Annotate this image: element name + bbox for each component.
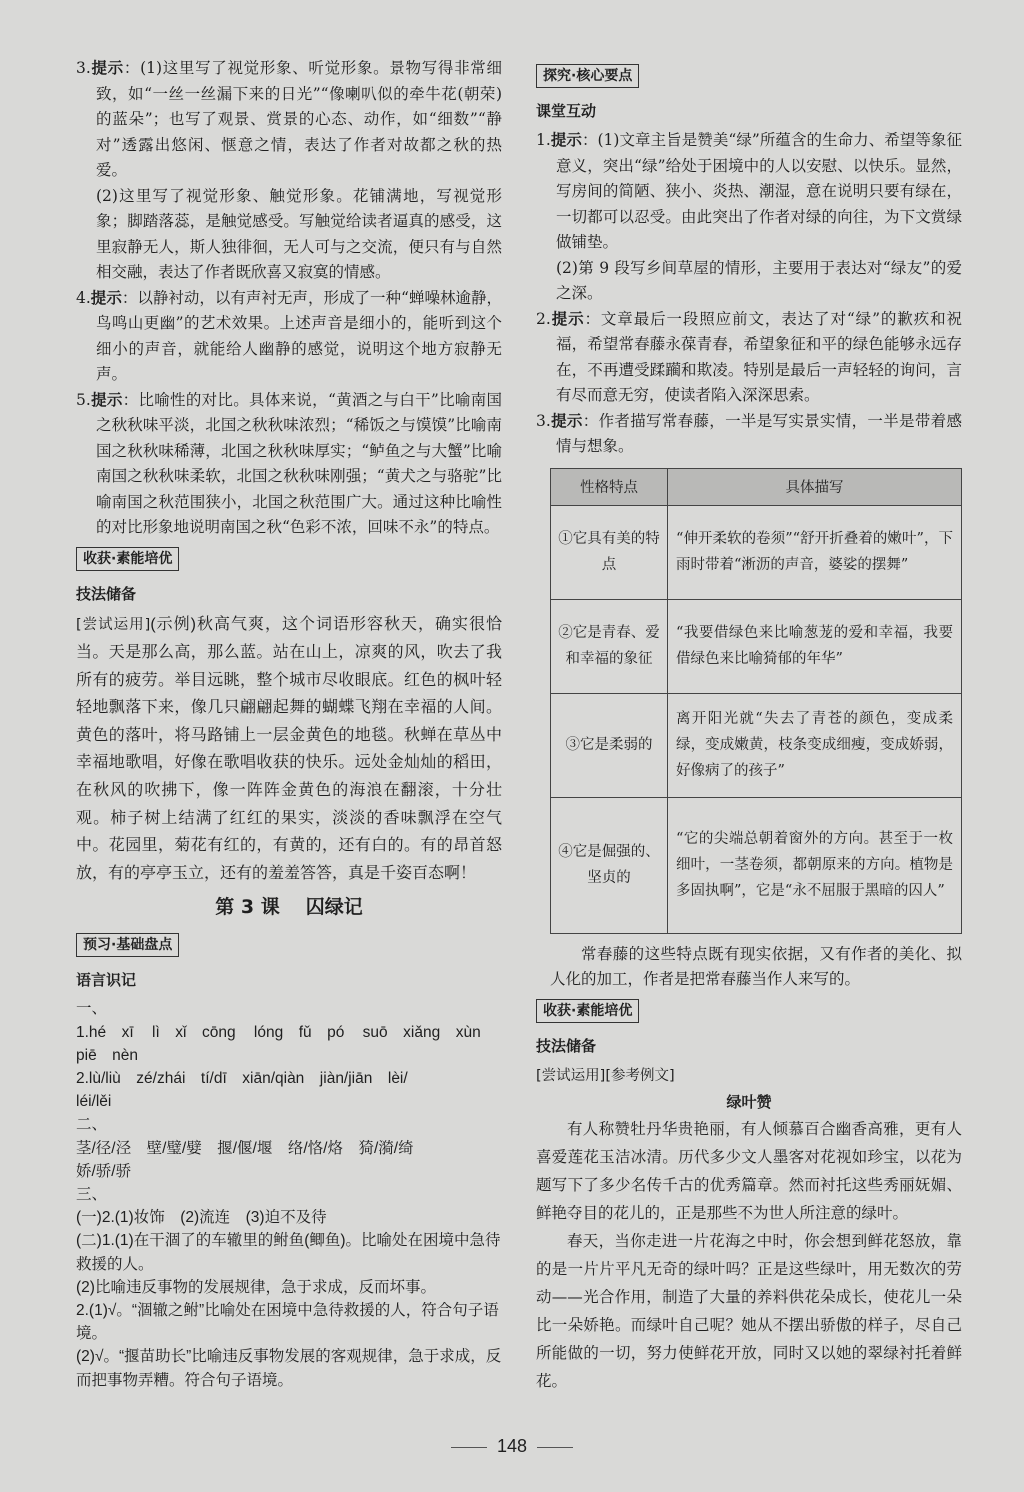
reference-tag: [参考例文] — [605, 1067, 675, 1084]
pinyin-line-2b: léi/lěi — [76, 1093, 112, 1111]
answer-3-part-2: (2)这里写了视觉形象、触觉形象。花铺满地，写视觉形象；脚踏落蕊，是触觉感受。写触觉给读者逼真的感受，这里寂静无人，斯人独徘徊，无人可与之交流，便只有与自然相交融，表达了作者既欣喜又寂寞的情感。 — [96, 186, 502, 281]
table-row — [551, 505, 962, 599]
pinyin-line-1: 1.hé xī lì xǐ cōng lóng fǔ pó suō xiǎng xùn — [76, 1023, 481, 1041]
subheading-classroom: 课堂互动 — [536, 102, 597, 120]
trial-tags — [536, 1063, 962, 1089]
trait-cell: ②它是青春、爱和幸福的象征 — [551, 599, 668, 693]
hint-label: 提示 — [90, 288, 122, 307]
table-header-row — [551, 468, 962, 505]
section-box-preview: 预习·基础盘点 — [76, 933, 179, 957]
section-one-label: 一、 — [76, 1000, 108, 1018]
description-cell: “我要借绿色来比喻葱茏的爱和幸福，我要借绿色来比喻猗郁的年华” — [668, 599, 962, 693]
divider — [451, 1447, 487, 1448]
answer-2: 2.提示：文章最后一段照应前文，表达了对“绿”的歉疚和祝福，希望常春藤永葆青春，希望象征和平的绿色能够永远存在，不再遭受蹂躏和欺凌。特别是最后一声轻轻的询问，言有尽而意无穷，使读者陷入深深思索。 — [536, 309, 962, 404]
answer-line: 2.(1)√。“涸辙之鲋”比喻处在困境中急待救援的人，符合句子语境。 — [76, 1302, 499, 1343]
answer-line: (2)√。“揠苗助长”比喻违反事物发展的客观规律，急于求成，反而把事物弄糟。符合句子语境。 — [76, 1348, 502, 1389]
pinyin-line-2: 2.lù/liù zé/zhái tí/dī xiān/qiàn jiàn/jiān lèi/ — [76, 1070, 408, 1088]
answer-3-right: 3.提示：作者描写常春藤，一半是写实景实情，一半是带着感情与想象。 — [536, 411, 962, 455]
description-cell: “伸开柔软的卷须”“舒开折叠着的嫩叶”，下雨时带着“淅沥的声音，婆娑的摆舞” — [668, 505, 962, 599]
answer-1: 1.提示：(1)文章主旨是赞美“绿”所蕴含的生命力、希望等象征意义，突出“绿”给处于困境中的人以安慰、以快乐。显然，写房间的简陋、狭小、炎热、潮湿，意在说明只要有绿在，一切都可以忍受。由此突出了作者对绿的向往，为下文赏绿做铺垫。 — [536, 131, 962, 251]
chars-line-2: 娇/骄/骄 — [76, 1162, 132, 1180]
hint-label: 提示 — [90, 390, 123, 409]
subheading-language: 语言识记 — [76, 971, 137, 990]
page-number: 148 — [0, 1436, 1024, 1457]
lesson-title: 第 3 课 囚绿记 — [215, 896, 363, 919]
essay-paragraph: 有人称赞牡丹华贵艳丽，有人倾慕百合幽香高雅，更有人喜爱莲花玉洁冰清。历代多少文人墨客对花视如珍宝，以花为题写下了多少名传千古的优秀篇章。然而衬托这些秀丽妩媚、鲜艳夺目的花儿的，正是那些不为世人所注意的绿叶。 — [536, 1119, 962, 1222]
essay-title: 绿叶赞 — [726, 1092, 772, 1111]
hint-label: 提示 — [90, 59, 124, 77]
section-box-harvest: 收获·素能培优 — [76, 547, 179, 571]
answer-line: (一)2.(1)妆饰 (2)流连 (3)迫不及待 — [76, 1209, 327, 1227]
description-cell: 离开阳光就“失去了青苍的颜色，变成柔绿，变成嫩黄，枝条变成细瘦，变成娇弱，好像病了的孩子” — [668, 693, 962, 797]
answer-4: 4.提示：以静衬动，以有声衬无声，形成了一种“蝉噪林逾静，鸟鸣山更幽”的艺术效果。上述声音是细小的，能听到这个细小的声音，就能给人幽静的感觉，说明这个地方寂静无声。 — [76, 288, 502, 383]
trait-cell: ④它是倔强的、坚贞的 — [551, 797, 668, 933]
trial-paragraph: [尝试运用](示例)秋高气爽，这个词语形容秋天，确实很恰当。天是那么高，那么蓝。站在山上，凉爽的风，吹去了我所有的疲劳。举目远眺，整个城市尽收眼底。红色的枫叶轻轻地飘落下来，像几只翩翩起舞的蝴蝶飞翔在幸福的人间。黄色的落叶，将马路铺上一层金黄色的地毯。秋蝉在草丛中幸福地歌唱，好像在歌唱收获的快乐。远处金灿灿的稻田，在秋风的吹拂下，像一阵阵金黄色的海浪在翻滚，十分壮观。柿子树上结满了红红的果实，淡淡的香味飘浮在空气中。花园里，菊花有红的，有黄的，还有白的。有的昂首怒放，有的亭亭玉立，还有的羞羞答答，真是千姿百态啊！ — [76, 615, 502, 882]
description-cell: “它的尖端总朝着窗外的方向。甚至于一枚细叶，一茎卷须，都朝原来的方向。植物是多固执啊”，它是“永不屈服于黑暗的囚人” — [668, 797, 962, 933]
answer-line: (二)1.(1)在干涸了的车辙里的鲋鱼(鲫鱼)。比喻处在困境中急待救援的人。 — [76, 1232, 501, 1273]
divider — [537, 1447, 573, 1448]
table-row — [551, 797, 962, 933]
subheading-technique: 技法储备 — [76, 584, 137, 603]
answer-3: 3.提示：(1)这里写了视觉形象、听觉形象。景物写得非常细致，如“一丝一丝漏下来的日光”“像喇叭似的牵牛花(朝荣)的蓝朵”；也写了观景、赏景的心态、动作，如“细数”“静对”透露出悠闲、惬意之情，表达了作者对故都之秋的热爱。 — [76, 59, 502, 179]
pinyin-line-1b: piē nèn — [76, 1046, 139, 1064]
answer-1-part-2: (2)第 9 段写乡间草屋的情形，主要用于表达对“绿友”的爱之深。 — [556, 258, 962, 302]
header-trait: 性格特点 — [551, 468, 668, 505]
table-row — [551, 599, 962, 693]
section-two-label: 二、 — [76, 1116, 108, 1134]
hint-label: 提示 — [550, 411, 583, 430]
trial-tag: [尝试运用] — [536, 1067, 606, 1084]
chars-line-1: 茎/径/泾 壁/璧/嬖 揠/偃/堰 络/恪/烙 猗/漪/绮 — [76, 1139, 414, 1157]
left-column — [76, 56, 502, 1392]
section-three-label: 三、 — [76, 1186, 108, 1204]
hint-label: 提示 — [550, 309, 585, 328]
answer-5: 5.提示：比喻性的对比。具体来说，“黄酒之与白干”比喻南国之秋秋味平淡，北国之秋秋味浓烈；“稀饭之与馍馍”比喻南国之秋秋味稀薄，北国之秋秋味厚实；“鲈鱼之与大蟹”比喻南国之秋秋味柔软，北国之秋秋味刚强；“黄犬之与骆驼”比喻南国之秋范围狭小，北国之秋范围广大。通过这种比喻性的对比形象地说明南国之秋“色彩不浓，回味不永”的特点。 — [76, 390, 502, 536]
trait-cell: ③它是柔弱的 — [551, 693, 668, 797]
section-box-harvest-right: 收获·素能培优 — [536, 999, 639, 1023]
answer-line: (2)比喻违反事物的发展规律，急于求成，反而坏事。 — [76, 1278, 436, 1296]
hint-label: 提示 — [550, 131, 582, 149]
section-box-explore: 探究·核心要点 — [536, 64, 639, 88]
table-summary: 常春藤的这些特点既有现实依据，又有作者的美化、拟人化的加工，作者是把常春藤当作人来写的。 — [550, 944, 962, 988]
trait-cell: ①它具有美的特点 — [551, 505, 668, 599]
trait-table — [550, 468, 962, 934]
essay-paragraph: 春天，当你走进一片花海之中时，你会想到鲜花怒放，靠的是一片片平凡无奇的绿叶吗？正是这些绿叶，用无数次的劳动——光合作用，制造了大量的养料供花朵成长，使花儿一朵比一朵娇艳。而绿叶自己呢？她从不摆出骄傲的样子，尽自己所能做的一切，努力使鲜花开放，同时又以她的翠绿衬托着鲜花。 — [536, 1231, 962, 1390]
trial-tag: [尝试运用] — [76, 616, 151, 633]
right-column — [536, 56, 962, 1395]
table-row — [551, 693, 962, 797]
subheading-technique-right: 技法储备 — [536, 1036, 597, 1055]
header-description: 具体描写 — [668, 468, 962, 505]
